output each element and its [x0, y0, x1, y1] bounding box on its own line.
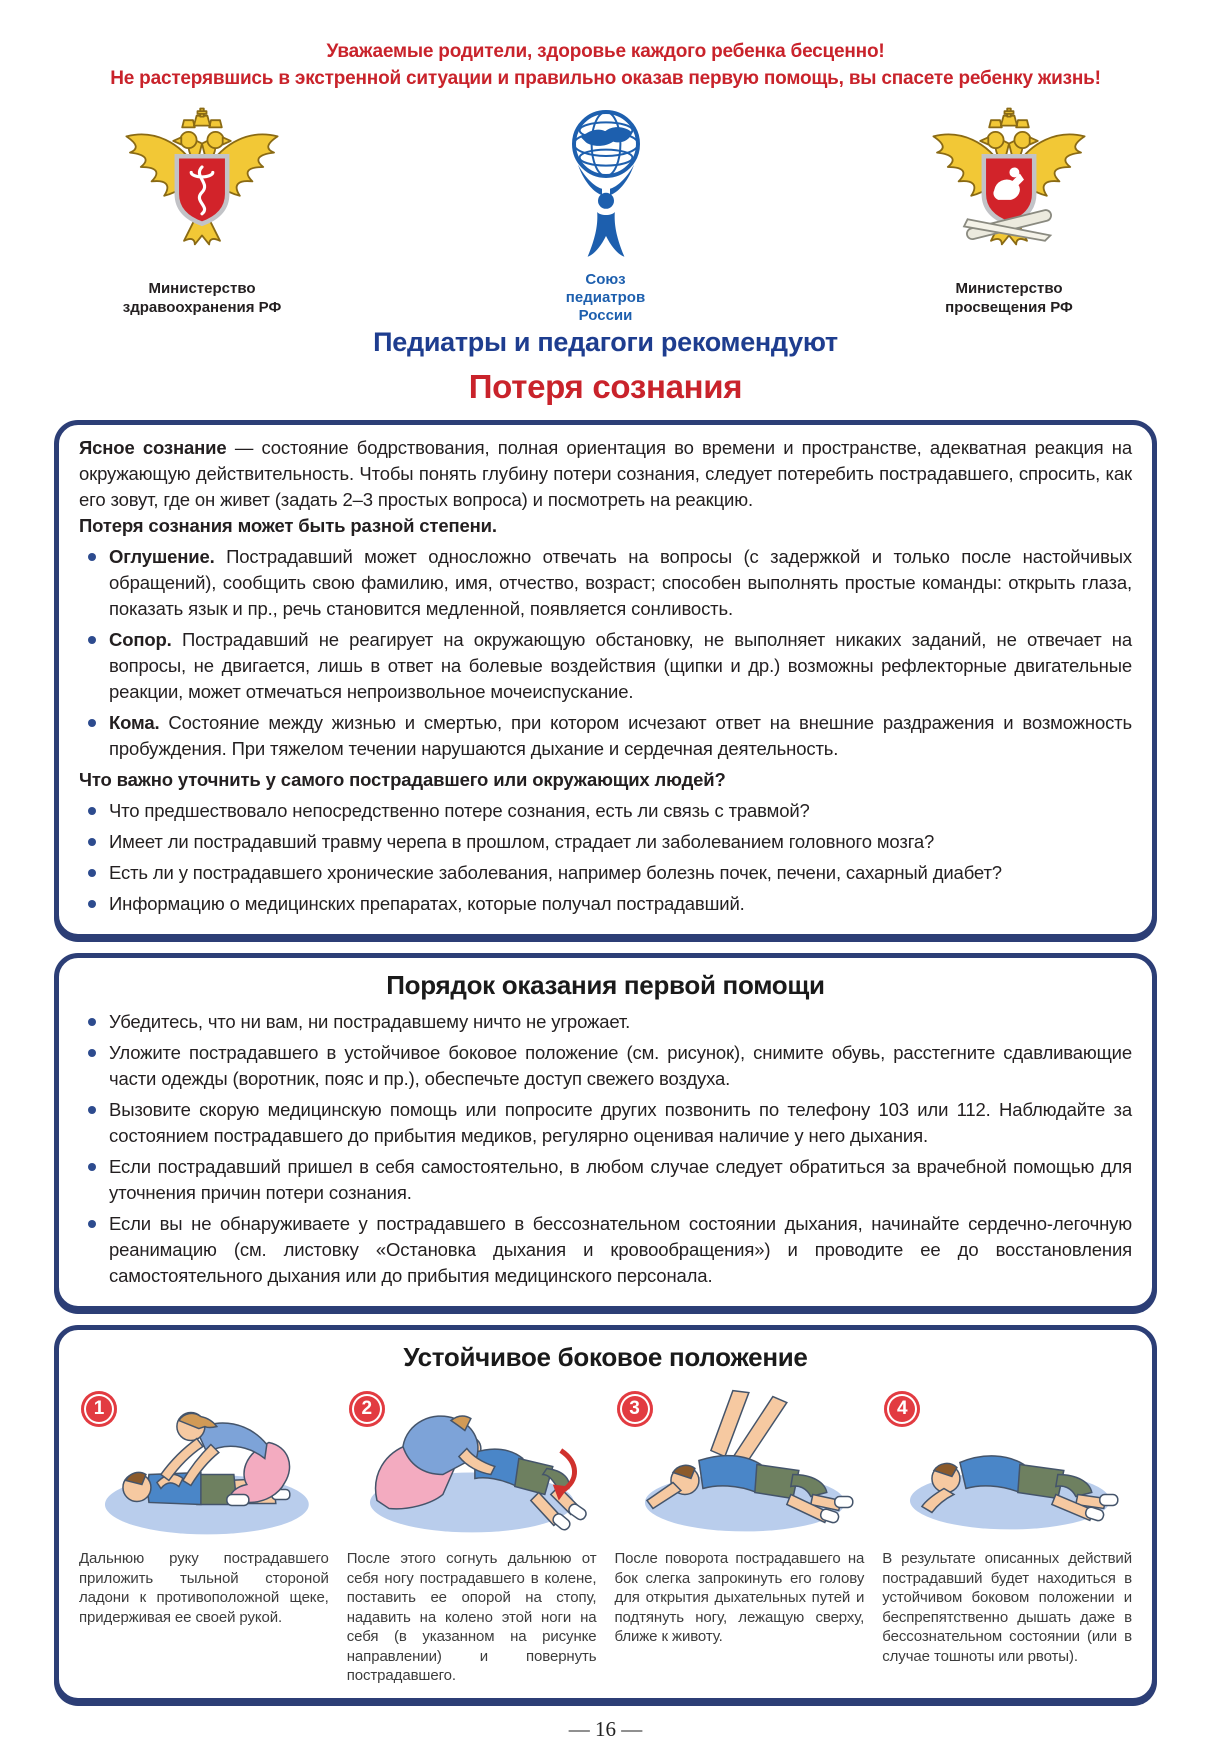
degrees-list: [79, 544, 1132, 762]
pediatric-union-logo: [476, 104, 736, 325]
header-line-2: Не растерявшись в экстренной ситуации и правильно оказав первую помощь, вы спасете ребенку жизнь!: [110, 68, 1101, 89]
step-panel-4: [882, 1381, 1132, 1686]
list-item: Если пострадавший пришел в себя самостоятельно, в любом случае следует обратиться за врачебной помощью для уточнения причин потери сознания.: [79, 1154, 1132, 1206]
list-item: Вызовите скорую медицинскую помощь или попросите других позвонить по телефону 103 или 112. Наблюдайте за состоянием пострадавшего до прибытия медиков, регулярно оценивая наличие у него дыхания.: [79, 1097, 1132, 1149]
logos-row: [0, 104, 1211, 325]
page-title: Потеря сознания: [468, 368, 743, 405]
header-warning: [0, 38, 1211, 92]
step-1-caption: Дальнюю руку пострадавшего приложить тыльной стороной ладони к противоположной щеке, придерживая ее своей рукой.: [79, 1550, 329, 1626]
step-2-caption: После этого согнуть дальнюю от себя ногу пострадавшего в колене, поставить ее опорой на стопу, надавить на колено этой ноги на себя (в указанном на рисунке направлении) и повернуть пострадавшего.: [346, 1550, 597, 1684]
section-consciousness: [54, 420, 1157, 939]
first-aid-title: Порядок оказания первой помощи: [386, 970, 825, 1000]
health-ministry-logo: [52, 104, 352, 317]
list-item: Уложите пострадавшего в устойчивое боковое положение (см. рисунок), снимите обувь, расстегните сдавливающие части одежды (воротник, пояс и пр.), обеспечьте доступ свежего воздуха.: [79, 1040, 1132, 1092]
list-item: Сопор. Пострадавший не реагирует на окружающую обстановку, не выполняет никаких заданий, не отвечает на вопросы, не двигается, лишь в ответ на болевые воздействия (щипки и др.) возможны рефлекторные двигательные реакции, может отмечаться непроизвольное мочеиспускание.: [79, 627, 1132, 705]
list-item: Информацию о медицинских препаратах, которые получал пострадавший.: [79, 891, 1132, 917]
questions-list: [79, 798, 1132, 917]
questions-heading: Что важно уточнить у самого пострадавшего или окружающих людей?: [79, 769, 726, 790]
education-ministry-emblem-icon: [914, 104, 1104, 266]
section-recovery-position: [54, 1325, 1157, 1703]
intro-term: Ясное сознание: [79, 437, 227, 458]
education-ministry-logo: [859, 104, 1159, 317]
intro-paragraph: [79, 435, 1132, 513]
step-2-badge: 2: [349, 1391, 385, 1427]
list-item: Имеет ли пострадавший травму черепа в прошлом, страдает ли заболеванием головного мозга?: [79, 829, 1132, 855]
step-4-badge: 4: [884, 1391, 920, 1427]
recommend-title: Педиатры и педагоги рекомендуют: [373, 327, 838, 357]
leaflet-page: [0, 38, 1211, 1751]
list-item: Что предшествовало непосредственно потере сознания, есть ли связь с травмой?: [79, 798, 1132, 824]
list-item: Оглушение. Пострадавший может односложно отвечать на вопросы (с задержкой и только после настойчивых обращений), сообщить свою фамилию, имя, отчество, возраст; способен выполнять простые команды: открыть глаза, показать язык и пр., речь становится медленной, появляется сонливость.: [79, 544, 1132, 622]
step-1-badge: 1: [81, 1391, 117, 1427]
list-item: Если вы не обнаруживаете у пострадавшего в бессознательном состоянии дыхания, начинайте сердечно-легочную реанимацию (см. листовку «Остановка дыхания и кровообращения») и проводите ее до восстановления самостоятельного дыхания или до прибытия медицинского персонала.: [79, 1211, 1132, 1289]
section-first-aid: [54, 953, 1157, 1311]
first-aid-steps: [79, 1009, 1132, 1289]
page-number: — 16 —: [568, 1716, 643, 1741]
intro-text: — состояние бодрствования, полная ориентация во времени и пространстве, адекватная реакция на окружающую действительность. Чтобы понять глубину потери сознания, следует потеребить пострадавшего, спросить, как его зовут, где он живет (задать 2–3 простых вопроса) и посмотреть на реакцию.: [79, 437, 1132, 510]
step-panel-1: [79, 1381, 329, 1686]
pediatric-union-emblem-icon: [547, 104, 665, 264]
degrees-heading: Потеря сознания может быть разной степени.: [79, 515, 497, 536]
recovery-panels: [79, 1381, 1132, 1686]
step-3-caption: После поворота пострадавшего на бок слегка запрокинуть его голову для открытия дыхательных путей и подтянуть ногу, лежащую сверху, ближе к животу.: [614, 1550, 865, 1645]
header-line-1: Уважаемые родители, здоровье каждого ребенка бесценно!: [326, 41, 885, 62]
step-4-caption: В результате описанных действий пострадавший будет находиться в устойчивом боковом положении и беспрепятственно дышать даже в бессознательном состоянии (или в случае тошноты или рвоты).: [882, 1550, 1132, 1665]
list-item: Есть ли у пострадавшего хронические заболевания, например болезнь почек, печени, сахарный диабет?: [79, 860, 1132, 886]
list-item: Кома. Состояние между жизнью и смертью, при котором исчезают ответ на внешние раздражения и возможность пробуждения. При тяжелом течении нарушаются дыхание и сердечная деятельность.: [79, 710, 1132, 762]
health-ministry-label: Министерство здравоохранения РФ: [122, 280, 282, 316]
list-item: Убедитесь, что ни вам, ни пострадавшему ничто не угрожает.: [79, 1009, 1132, 1035]
recovery-position-title: Устойчивое боковое положение: [403, 1342, 808, 1372]
health-ministry-emblem-icon: [107, 104, 297, 266]
step-panel-3: [615, 1381, 865, 1686]
pediatric-union-label: Союз педиатров России: [565, 271, 646, 324]
education-ministry-label: Министерство просвещения РФ: [945, 280, 1073, 316]
step-3-badge: 3: [617, 1391, 653, 1427]
step-panel-2: [347, 1381, 597, 1686]
